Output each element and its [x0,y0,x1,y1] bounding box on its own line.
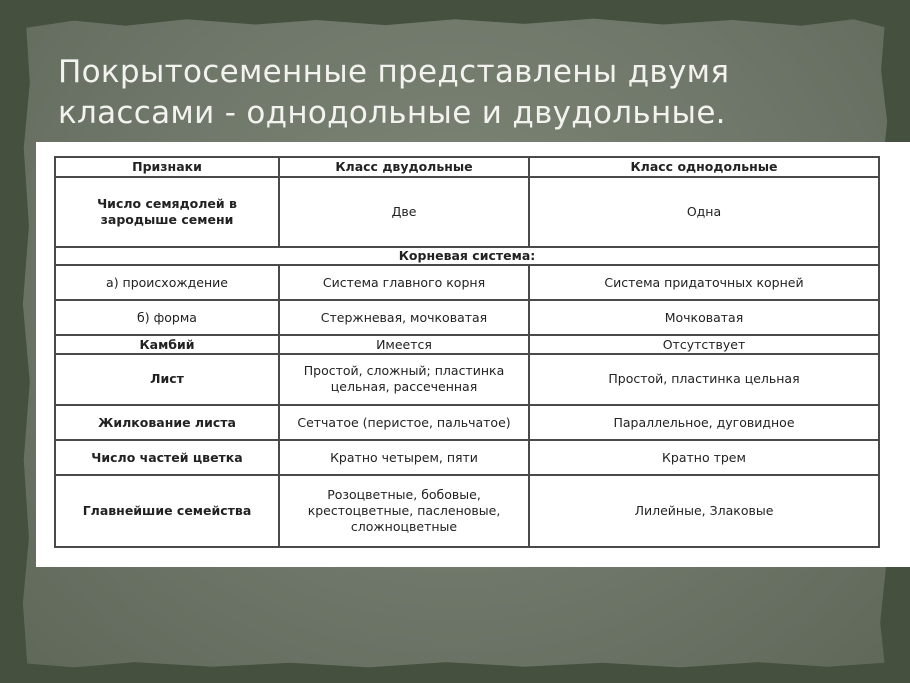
row-monocot-value: Система придаточных корней [529,265,879,300]
row-monocot-value: Одна [529,177,879,247]
row-monocot-value: Параллельное, дуговидное [529,405,879,440]
table-header-row [55,157,879,177]
row-label: Камбий [55,335,279,354]
row-monocot-value: Кратно трем [529,440,879,475]
table-row [55,265,879,300]
row-dicot-value: Розоцветные, бобовые, крестоцветные, пасленовые, сложноцветные [279,475,529,547]
header-dicots: Класс двудольные [279,157,529,177]
row-dicot-value: Кратно четырем, пяти [279,440,529,475]
row-dicot-value: Стержневая, мочковатая [279,300,529,335]
row-label: а) происхождение [55,265,279,300]
table-sheet [36,142,910,567]
title-line-1: Покрытосеменные представлены двумя [58,54,730,90]
row-monocot-value: Лилейные, Злаковые [529,475,879,547]
title-line-2: классами - однодольные и двудольные. [58,95,726,131]
header-monocots: Класс однодольные [529,157,879,177]
row-monocot-value: Мочковатая [529,300,879,335]
comparison-table [54,156,880,548]
row-monocot-value: Простой, пластинка цельная [529,354,879,405]
header-features: Признаки [55,157,279,177]
row-label: б) форма [55,300,279,335]
row-label: Главнейшие семейства [55,475,279,547]
table-row [55,475,879,547]
table-row [55,440,879,475]
table-row [55,335,879,354]
row-dicot-value: Сетчатое (перистое, пальчатое) [279,405,529,440]
row-dicot-value: Имеется [279,335,529,354]
row-dicot-value: Две [279,177,529,247]
row-label: Лист [55,354,279,405]
row-label: Число частей цветка [55,440,279,475]
row-monocot-value: Отсутствует [529,335,879,354]
row-dicot-value: Простой, сложный; пластинка цельная, рассеченная [279,354,529,405]
table-section-row [55,247,879,266]
table-row [55,405,879,440]
row-label: Число семядолей в зародыше семени [55,177,279,247]
table-row [55,177,879,247]
table-row [55,300,879,335]
table-row [55,354,879,405]
slide-title [58,52,858,134]
row-dicot-value: Система главного корня [279,265,529,300]
section-label: Корневая система: [55,247,879,266]
row-label: Жилкование листа [55,405,279,440]
